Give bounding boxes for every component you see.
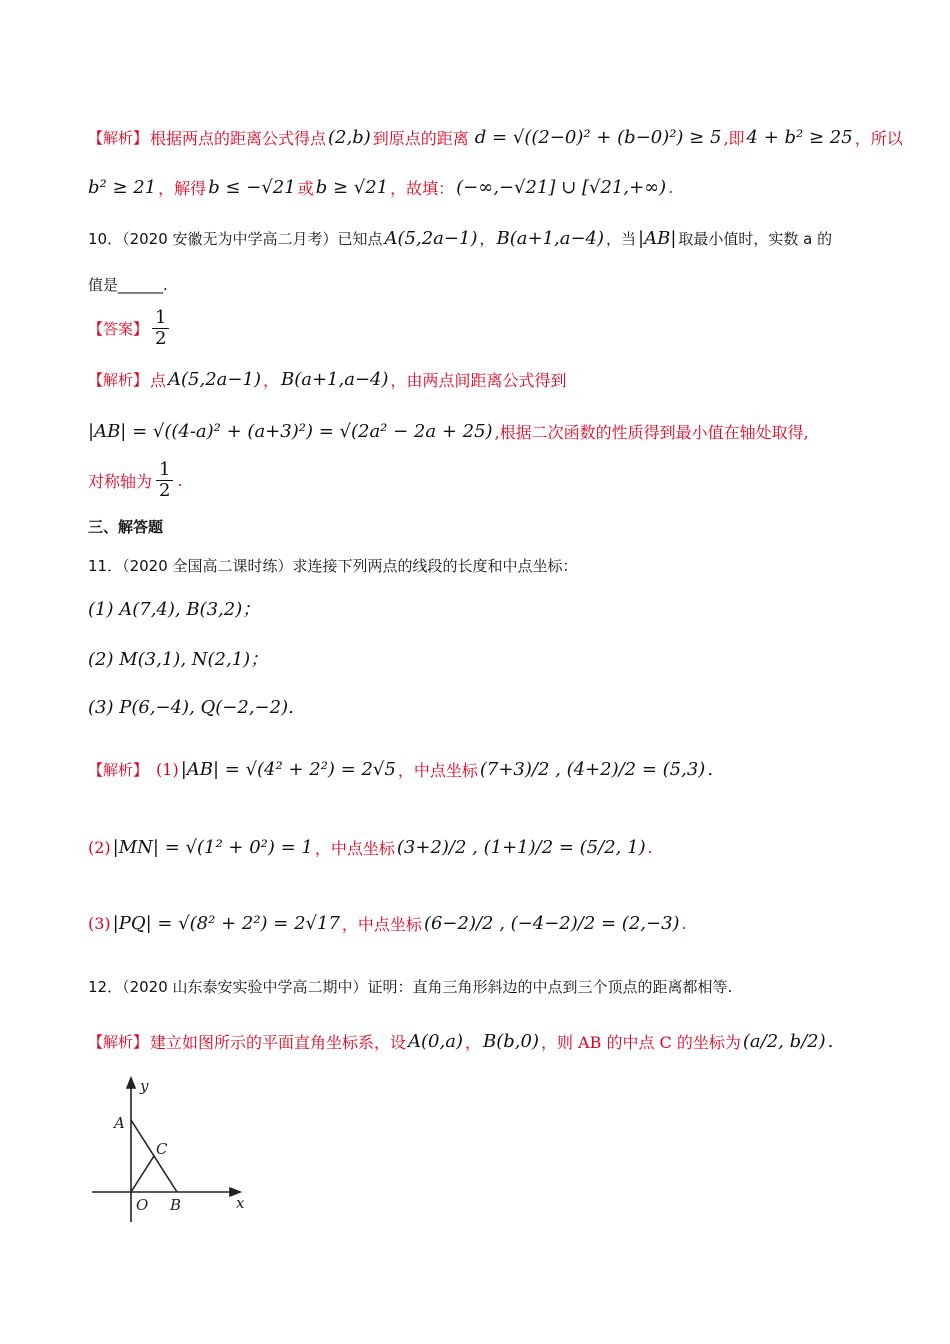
label-a: A	[114, 1114, 125, 1132]
math: (1) A(7,4), B(3,2)；	[88, 599, 261, 620]
label-c: C	[156, 1140, 168, 1158]
math: b ≤ −√21	[208, 177, 296, 198]
text: 或	[297, 179, 314, 198]
text: 到原点的距离	[372, 129, 469, 148]
question-11-part1	[88, 595, 260, 621]
label-x: x	[236, 1194, 245, 1212]
analysis-tag: 【解析】	[88, 761, 149, 779]
symmetry-fraction: $\frac{1}{2}$	[156, 460, 173, 501]
question-12	[88, 976, 732, 997]
math: b ≥ √21	[315, 177, 389, 198]
question-10-line2	[88, 274, 168, 295]
math: |AB|	[638, 228, 677, 249]
text: ，解得	[158, 179, 207, 198]
text: ，则 AB 的中点 C 的坐标为	[540, 1033, 741, 1052]
question-11-part2	[88, 645, 268, 671]
analysis-tag: 【解析】	[88, 371, 149, 389]
text: (1)	[156, 760, 179, 779]
analysis-tag: 【解析】	[88, 129, 149, 147]
text: ，中点坐标	[314, 839, 395, 858]
solution-10-line1: 【解析】 点 A(5,2a−1) ， B(a+1,a−4) ，由两点间距离公式得到	[88, 369, 567, 390]
math: |MN| = √(1² + 0²) = 1	[112, 837, 313, 858]
question-text: 12．（2020 山东泰安实验中学高二期中）证明：直角三角形斜边的中点到三个顶点的距离都相等.	[88, 978, 733, 996]
math: A(5,2a−1)	[168, 369, 261, 390]
text: (2)	[88, 838, 111, 857]
label-o: O	[136, 1196, 149, 1214]
question-11	[88, 555, 578, 576]
text: (3)	[88, 914, 111, 933]
math: b² ≥ 21	[88, 177, 157, 198]
analysis-tag: 【解析】	[88, 1033, 149, 1051]
answer-10	[88, 308, 171, 349]
text: ，所以	[854, 129, 903, 148]
text: .	[668, 178, 674, 197]
math-inequality: 4 + b² ≥ 25	[746, 127, 853, 148]
solution-10-line3	[88, 460, 183, 501]
y-axis-arrow	[127, 1078, 135, 1088]
section-title: 三、解答题	[88, 518, 164, 536]
coordinate-figure	[88, 1076, 258, 1226]
solution-11-part2: (2) |MN| = √(1² + 0²) = 1 ，中点坐标 (3+2)/2 , (1+1)/2 = (5/2, 1) .	[88, 837, 653, 858]
answer-fraction: $\frac{1}{2}$	[152, 308, 169, 349]
question-text: 10．（2020 安徽无为中学高二月考）已知点	[88, 230, 383, 248]
text: 点	[150, 371, 167, 390]
math-midpoint: (3+2)/2 , (1+1)/2 = (5/2, 1)	[396, 837, 646, 858]
math-midpoint-c: (a/2, b/2)	[742, 1031, 826, 1052]
text: ，由两点间距离公式得到	[390, 371, 567, 390]
section-heading	[88, 516, 163, 537]
question-11-part3	[88, 697, 294, 718]
math-midpoint: (7+3)/2 , (4+2)/2 = (5,3)	[479, 759, 706, 780]
solution-12: 【解析】 建立如图所示的平面直角坐标系，设 A(0,a) ， B(b,0) ，则 AB 的中点 C 的坐标为 (a/2, b/2) .	[88, 1031, 834, 1052]
math: (3) P(6,−4), Q(−2,−2).	[88, 697, 294, 718]
math: A(0,a)	[408, 1031, 463, 1052]
text: .	[177, 470, 183, 490]
math: B(a+1,a−4)	[280, 369, 389, 390]
math: B(b,0)	[483, 1031, 539, 1052]
text: ,即	[723, 129, 745, 148]
math: (2) M(3,1), N(2,1)；	[88, 649, 269, 670]
math-answer-interval: (−∞,−√21] ∪ [√21,+∞)	[456, 177, 667, 198]
label-b: B	[170, 1196, 182, 1214]
text: 对称轴为	[88, 471, 153, 491]
text: ，中点坐标	[397, 761, 478, 780]
solution-11-part1: 【解析】 (1) |AB| = √(4² + 2²) = 2√5 ，中点坐标 (7+3)/2 , (4+2)/2 = (5,3) .	[88, 759, 714, 780]
question-text: ，当	[606, 230, 637, 248]
text: 建立如图所示的平面直角坐标系，设	[150, 1033, 407, 1052]
question-10: 10．（2020 安徽无为中学高二月考）已知点 A(5,2a−1) ， B(a+1,a−4) ，当 |AB| 取最小值时，实数 a 的	[88, 228, 833, 249]
text: ，故填：	[390, 179, 455, 198]
question-text: 取最小值时，实数 a 的	[678, 230, 833, 248]
math-midpoint: (6−2)/2 , (−4−2)/2 = (2,−3)	[423, 913, 680, 934]
text: 根据两点的距离公式得点	[150, 129, 327, 148]
math-distance-ab: |AB| = √((4-a)² + (a+3)²) = √(2a² − 2a + 25)	[88, 421, 493, 442]
math-distance: d = √((2−0)² + (b−0)²) ≥ 5	[474, 127, 722, 148]
solution-10-line2	[88, 420, 809, 443]
math: |PQ| = √(8² + 2²) = 2√17	[112, 913, 340, 934]
question-text: 11．（2020 全国高二课时练）求连接下列两点的线段的长度和中点坐标：	[88, 557, 578, 575]
label-y: y	[140, 1077, 149, 1095]
math-point: (2,b)	[328, 127, 371, 148]
answer-tag: 【答案】	[88, 319, 149, 338]
math: A(5,2a−1)	[384, 228, 478, 249]
math: |AB| = √(4² + 2²) = 2√5	[180, 759, 396, 780]
segment-oc	[131, 1156, 154, 1192]
solution-11-part3: (3) |PQ| = √(8² + 2²) = 2√17 ，中点坐标 (6−2)/2 , (−4−2)/2 = (2,−3) .	[88, 913, 687, 934]
solution-9-line1	[88, 126, 903, 149]
solution-9-line2	[88, 176, 673, 199]
text: ，中点坐标	[341, 915, 422, 934]
question-text: 值是______.	[88, 276, 168, 294]
text: ,根据二次函数的性质得到最小值在轴处取得,	[494, 423, 809, 442]
math: B(a+1,a−4)	[496, 228, 605, 249]
